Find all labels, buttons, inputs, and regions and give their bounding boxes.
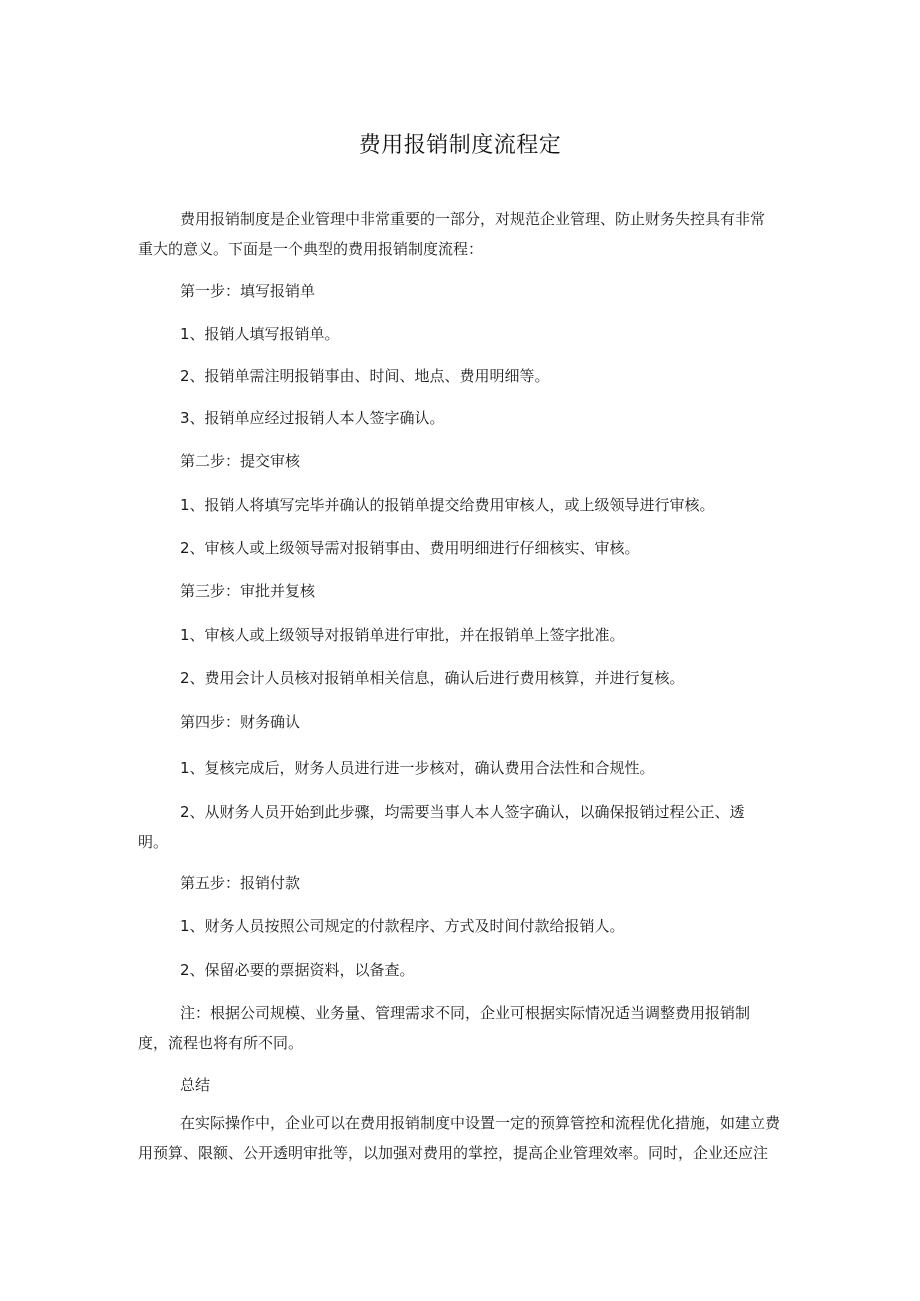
- note-line-1: 注：根据公司规模、业务量、管理需求不同，企业可根据实际情况适当调整费用报销制: [180, 1004, 751, 1022]
- step3-item-1: 1、审核人或上级领导对报销单进行审批，并在报销单上签字批准。: [180, 626, 625, 644]
- step1-item-2: 2、报销单需注明报销事由、时间、地点、费用明细等。: [180, 367, 550, 385]
- step5-item-1: 1、财务人员按照公司规定的付款程序、方式及时间付款给报销人。: [180, 917, 625, 935]
- step1-item-1: 1、报销人填写报销单。: [180, 325, 340, 343]
- summary-line-1: 在实际操作中，企业可以在费用报销制度中设置一定的预算管控和流程优化措施，如建立费: [180, 1114, 781, 1132]
- intro-line-2: 重大的意义。下面是一个典型的费用报销制度流程：: [138, 240, 484, 258]
- step2-item-1: 1、报销人将填写完毕并确认的报销单提交给费用审核人，或上级领导进行审核。: [180, 496, 715, 514]
- step4-item-1: 1、复核完成后，财务人员进行进一步核对，确认费用合法性和合规性。: [180, 759, 655, 777]
- step2-item-2: 2、审核人或上级领导需对报销事由、费用明细进行仔细核实、审核。: [180, 539, 640, 557]
- step4-heading: 第四步：财务确认: [180, 713, 301, 731]
- step3-item-2: 2、费用会计人员核对报销单相关信息，确认后进行费用核算，并进行复核。: [180, 669, 685, 687]
- intro-line-1: 费用报销制度是企业管理中非常重要的一部分，对规范企业管理、防止财务失控具有非常: [180, 210, 766, 228]
- step5-item-2: 2、保留必要的票据资料，以备查。: [180, 961, 415, 979]
- step1-item-3: 3、报销单应经过报销人本人签字确认。: [180, 409, 445, 427]
- summary-line-2: 用预算、限额、公开透明审批等，以加强对费用的掌控，提高企业管理效率。同时，企业还应注: [138, 1144, 769, 1162]
- step4-item-2-line-1: 2、从财务人员开始到此步骤，均需要当事人本人签字确认，以确保报销过程公正、透: [180, 803, 745, 821]
- note-line-2: 度，流程也将有所不同。: [138, 1034, 304, 1052]
- step5-heading: 第五步：报销付款: [180, 874, 301, 892]
- step4-item-2-line-2: 明。: [138, 833, 169, 851]
- step2-heading: 第二步：提交审核: [180, 452, 301, 470]
- document-title: 费用报销制度流程定: [358, 133, 562, 158]
- summary-heading: 总结: [180, 1076, 211, 1094]
- step3-heading: 第三步：审批并复核: [180, 582, 316, 600]
- step1-heading: 第一步：填写报销单: [180, 282, 316, 300]
